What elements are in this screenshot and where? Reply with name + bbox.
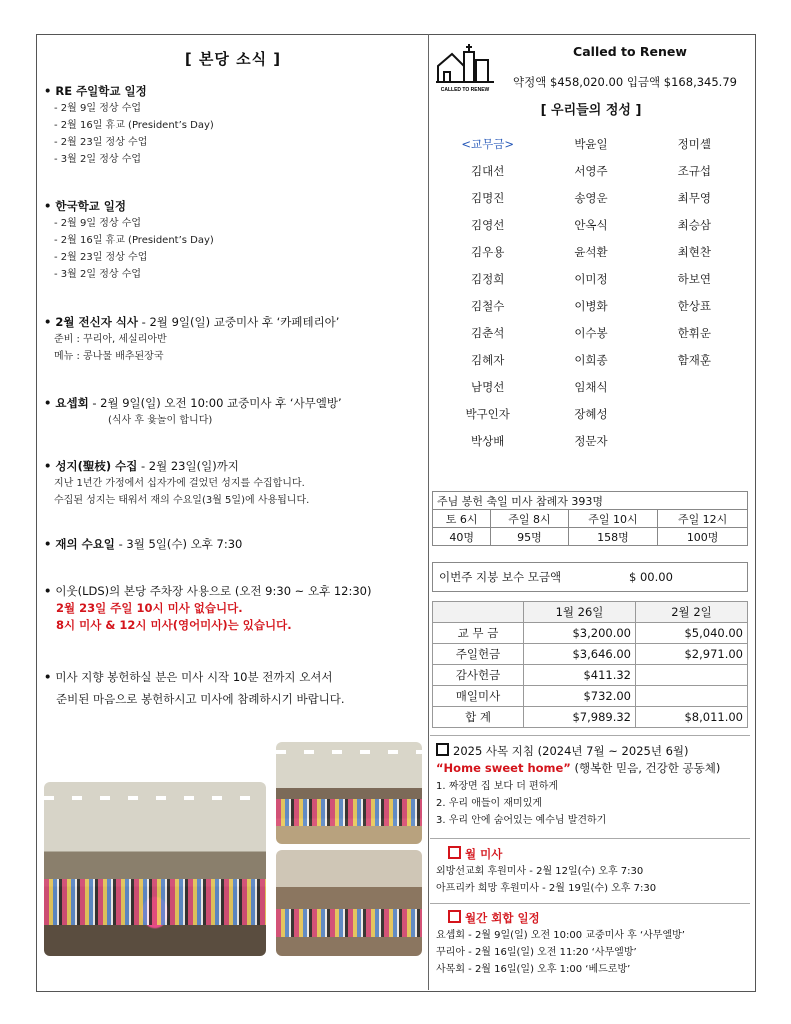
bullet: • [44, 670, 56, 684]
meeting-line: 꾸리아 - 2월 16일(일) 오전 11:20 ‘사무엘방’ [436, 947, 637, 958]
offering-header: 1월 26일 [524, 602, 636, 623]
donor-name: 박상배 [471, 434, 505, 448]
donor-name: 최승삼 [677, 218, 711, 232]
offering-amount: $732.00 [524, 686, 636, 707]
donor-name: 이미정 [574, 272, 608, 286]
donor-name: 함재훈 [677, 353, 711, 367]
lds-notice-1: 2월 23일 주일 10시 미사 없습니다. [56, 601, 243, 615]
offering-table [432, 601, 748, 728]
offering-row-label: 교 무 금 [433, 623, 524, 644]
re-school-line: - 2월 9일 정상 수업 [54, 103, 142, 114]
separator [430, 735, 750, 736]
meal-head: • 2월 전신자 식사 [44, 315, 138, 329]
intention-line-1: 미사 지향 봉헌하실 분은 미사 시작 10분 전까지 오셔서 [55, 670, 333, 684]
joseph-note: (식사 후 윷놀이 합니다) [108, 415, 213, 426]
donor-name: 최무영 [677, 191, 711, 205]
square-bullet-icon [448, 846, 461, 859]
lds-notice-2: 8시 미사 & 12시 미사(영어미사)는 있습니다. [56, 618, 292, 632]
meal-line: 준비 : 꾸리아, 세실리아반 [54, 334, 167, 345]
donor-name: 송영운 [574, 191, 608, 205]
donor-name: 하보연 [677, 272, 711, 286]
korean-school-line: - 2월 16일 휴교 (President’s Day) [54, 235, 214, 246]
offering-row [433, 665, 748, 686]
offering-amount: $3,646.00 [524, 644, 636, 665]
attendance-value: 95명 [491, 528, 568, 546]
monthly-meetings-section [436, 909, 748, 978]
offering-header [433, 602, 524, 623]
separator [430, 903, 750, 904]
called-to-renew-logo [434, 42, 496, 94]
roof-fund-amount: $ 00.00 [629, 570, 673, 584]
meal-line: 메뉴 : 콩나물 배추된장국 [54, 351, 164, 362]
pastoral-motto: “Home sweet home” [436, 761, 571, 775]
donor-name: 김영선 [471, 218, 505, 232]
group-photo-large [44, 782, 266, 956]
pastoral-guideline [436, 742, 748, 829]
offering-amount [636, 665, 748, 686]
attendance-table [432, 491, 748, 546]
palm-section [44, 458, 422, 509]
donor-name: 김춘석 [471, 326, 505, 340]
ceiling-lights [44, 796, 266, 800]
donor-name: 한휘운 [677, 326, 711, 340]
korean-school-line: - 3월 2일 정상 수업 [54, 269, 142, 280]
offering-row [433, 644, 748, 665]
donor-name: 남명선 [471, 380, 505, 394]
donor-name: 박구인자 [465, 407, 510, 421]
square-bullet-icon [448, 910, 461, 923]
attendance-value: 100명 [658, 528, 748, 546]
monthly-meetings-head-text: 월간 회합 일정 [465, 911, 540, 925]
crowd [44, 879, 266, 924]
square-bullet-icon [436, 743, 449, 756]
donor-name [643, 378, 746, 397]
monthly-mass-line: 아프리카 희망 후원미사 - 2월 19일(수) 오후 7:30 [436, 883, 657, 894]
children-seated [276, 909, 422, 937]
re-school-line: - 3월 2일 정상 수업 [54, 154, 142, 165]
korean-school-line: - 2월 23일 정상 수업 [54, 252, 148, 263]
offering-amount: $411.32 [524, 665, 636, 686]
pastoral-motto-detail: (행복한 믿음, 건강한 공동체) [570, 761, 721, 775]
attendance-value: 40명 [433, 528, 491, 546]
monthly-mass-line: 외방선교회 후원미사 - 2월 12일(수) 오후 7:30 [436, 866, 644, 877]
offering-row-label: 매일미사 [433, 686, 524, 707]
pledge-amounts: 약정액 $458,020.00 입금액 $168,345.79 [513, 75, 737, 89]
donor-name: 한상표 [677, 299, 711, 313]
ceiling-lights [276, 750, 422, 754]
attendance-caption: 주님 봉헌 축일 미사 참례자 393명 [433, 492, 748, 510]
donor-name: 최현찬 [677, 245, 711, 259]
pastoral-line: 1. 짜장면 집 보다 더 편하게 [436, 781, 559, 792]
re-school-line: - 2월 23일 정상 수업 [54, 137, 148, 148]
re-school-line: - 2월 16일 휴교 (President’s Day) [54, 120, 214, 131]
column-divider [428, 34, 429, 990]
bullet: • [44, 584, 56, 598]
korean-school-line: - 2월 9일 정상 수업 [54, 218, 142, 229]
korean-school-head: • 한국학교 일정 [44, 198, 422, 215]
attendance-header: 주일 12시 [658, 510, 748, 528]
donor-name: 박윤일 [574, 137, 608, 151]
monthly-mass-section [436, 845, 748, 897]
mass-intention-section [44, 666, 422, 710]
monthly-meetings-head [436, 909, 748, 927]
roof-fund-box [432, 562, 748, 592]
offering-row-label: 감사헌금 [433, 665, 524, 686]
palm-line: 지난 1년간 가정에서 십자가에 걸었던 성지를 수집합니다. [54, 478, 305, 489]
palm-head: • 성지(聖枝) 수집 [44, 459, 137, 473]
donor-name: 이병화 [574, 299, 608, 313]
meeting-line: 사목회 - 2월 16일(일) 오후 1:00 ‘베드로방’ [436, 964, 631, 975]
logo-caption: CALLED TO RENEW [440, 87, 490, 93]
donor-name: 조규섭 [677, 164, 711, 178]
donor-names-grid [436, 135, 746, 451]
offering-row [433, 686, 748, 707]
meeting-line: 요셉회 - 2월 9일(일) 오전 10:00 교중미사 후 ‘사무엘방’ [436, 930, 685, 941]
intention-line-2: 준비된 마음으로 봉헌하시고 미사에 참례하시기 바랍니다. [56, 692, 345, 706]
pastoral-line: 2. 우리 애들이 재미있게 [436, 798, 543, 809]
korean-school-section [44, 198, 422, 283]
attendance-header: 주일 10시 [568, 510, 658, 528]
meal-section [44, 314, 422, 365]
offering-category-label: <교무금> [461, 137, 514, 151]
donor-name: 김혜자 [471, 353, 505, 367]
palm-detail: - 2월 23일(일)까지 [137, 459, 239, 473]
donor-name: 서영주 [574, 164, 608, 178]
joseph-head: • 요셉회 [44, 396, 89, 410]
group-photo-bottom-right [276, 850, 422, 956]
monthly-mass-head [436, 845, 748, 863]
offering-amount: $5,040.00 [636, 623, 748, 644]
offering-row [433, 707, 748, 728]
donor-name: 정문자 [574, 434, 608, 448]
re-school-section [44, 83, 422, 168]
meal-detail: - 2월 9일(일) 교중미사 후 ‘카페테리아’ [138, 315, 340, 329]
parish-news-title: [ 본당 소식 ] [184, 50, 282, 68]
offering-amount: $2,971.00 [636, 644, 748, 665]
offering-amount: $8,011.00 [636, 707, 748, 728]
roof-fund-label: 이번주 지붕 보수 모금액 [439, 570, 562, 584]
joseph-detail: - 2월 9일(일) 오전 10:00 교중미사 후 ‘사무엘방’ [88, 396, 342, 410]
re-school-head: • RE 주일학교 일정 [44, 83, 422, 100]
donor-name: 윤석환 [574, 245, 608, 259]
offering-title: [ 우리들의 정성 ] [540, 103, 642, 118]
attendance-header: 주일 8시 [491, 510, 568, 528]
offering-row [433, 623, 748, 644]
palm-line: 수집된 성지는 태워서 재의 수요일(3월 5일)에 사용됩니다. [54, 495, 310, 506]
offering-row-label: 주일헌금 [433, 644, 524, 665]
offering-header: 2월 2일 [636, 602, 748, 623]
crowd [276, 799, 422, 826]
campaign-title: Called to Renew [573, 44, 687, 59]
attendance-header: 토 6시 [433, 510, 491, 528]
lds-parking-section [44, 583, 422, 634]
donor-name: 김대선 [471, 164, 505, 178]
donor-name: 이희종 [574, 353, 608, 367]
separator [430, 838, 750, 839]
attendance-value: 158명 [568, 528, 658, 546]
ash-head: • 재의 수요일 [44, 537, 115, 551]
pastoral-head [436, 742, 748, 760]
joseph-section [44, 395, 422, 429]
offering-amount: $3,200.00 [524, 623, 636, 644]
donor-name: 김정희 [471, 272, 505, 286]
monthly-mass-head-text: 월 미사 [465, 847, 503, 861]
donor-name: 김명진 [471, 191, 505, 205]
donor-name: 정미셸 [677, 137, 711, 151]
donor-name [643, 405, 746, 424]
lds-line: 이웃(LDS)의 본당 주차장 사용으로 (오전 9:30 ~ 오후 12:30) [55, 584, 372, 598]
offering-amount: $7,989.32 [524, 707, 636, 728]
pastoral-head-text: 2025 사목 지침 (2024년 7월 ~ 2025년 6월) [453, 744, 689, 758]
donor-name [643, 432, 746, 451]
donor-name: 이수봉 [574, 326, 608, 340]
offering-row-label: 합 계 [433, 707, 524, 728]
group-photo-top-right [276, 742, 422, 844]
donor-name: 안옥식 [574, 218, 608, 232]
donor-name: 임채식 [574, 380, 608, 394]
donor-name: 김철수 [471, 299, 505, 313]
offering-amount [636, 686, 748, 707]
ash-detail: - 3월 5일(수) 오후 7:30 [114, 537, 243, 551]
donor-name: 김우용 [471, 245, 505, 259]
ash-wednesday-section [44, 536, 422, 553]
donor-name: 장혜성 [574, 407, 608, 421]
pastoral-line: 3. 우리 안에 숨어있는 예수님 발견하기 [436, 815, 607, 826]
